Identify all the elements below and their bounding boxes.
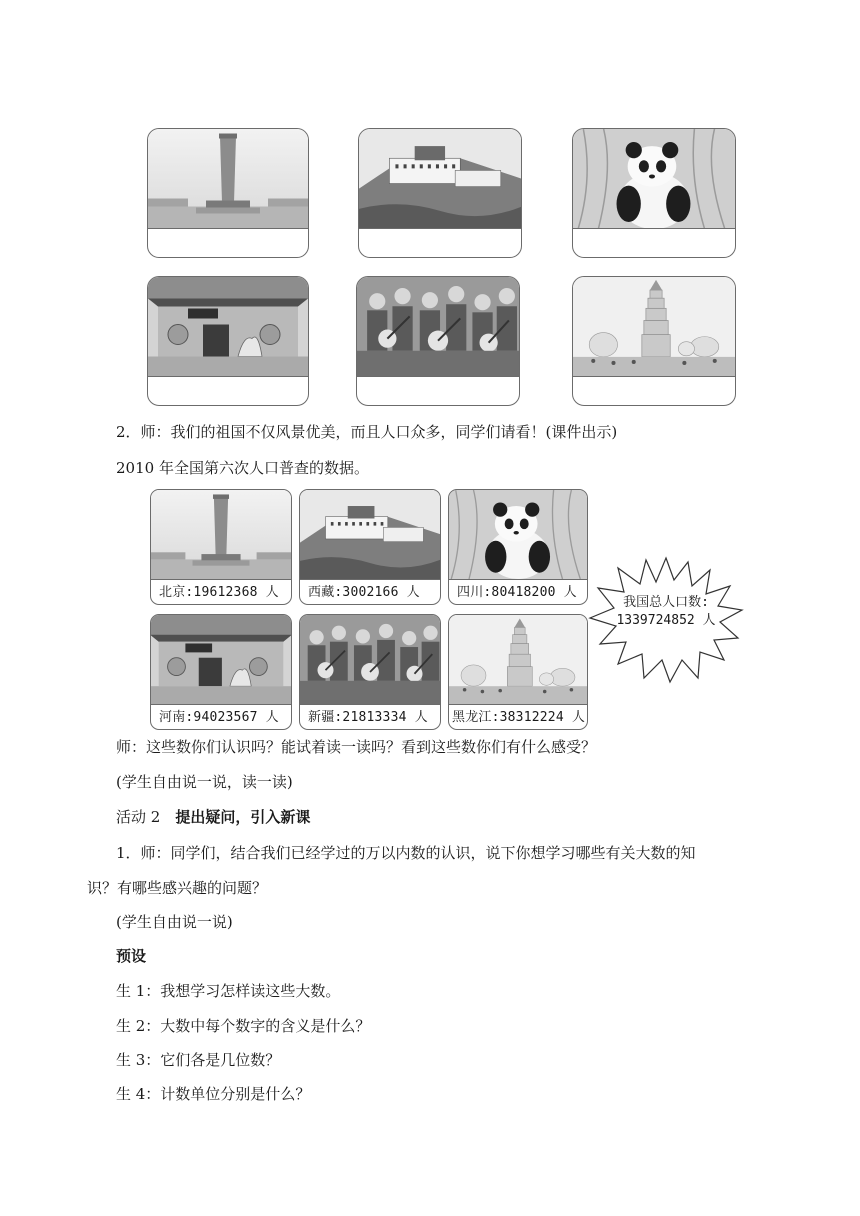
gallery-card	[147, 128, 309, 258]
shaolin-temple-photo-icon	[151, 615, 291, 704]
xinjiang-musicians-photo-icon	[300, 615, 440, 704]
student-say-note: (学生自由说一说)	[116, 913, 233, 931]
teacher-question: 师：这些数你们认识吗？能试着读一读吗？看到这些数你们有什么感受？	[116, 738, 597, 756]
gallery-card	[147, 276, 309, 406]
gallery-card	[572, 276, 736, 406]
gallery-card	[358, 128, 522, 258]
student-1-line: 生 1：我想学习怎样读这些大数。	[116, 982, 341, 1000]
panda-photo-icon	[449, 490, 587, 579]
gallery-card	[572, 128, 736, 258]
shaolin-temple-photo-icon	[148, 277, 308, 376]
question-1-line2: 识？有哪些感兴趣的问题？	[87, 879, 268, 897]
activity-2-heading	[116, 806, 310, 828]
census-card	[150, 489, 292, 605]
student-read-note: (学生自由说一说，读一读)	[116, 773, 293, 791]
gallery-card	[356, 276, 520, 406]
total-population-line2: 1339724852 人	[616, 613, 716, 628]
potala-palace-photo-icon	[300, 490, 440, 579]
student-2-line: 生 2：大数中每个数字的含义是什么？	[116, 1017, 371, 1035]
census-card	[448, 489, 588, 605]
question-1-line1: 1．师：同学们，结合我们已经学过的万以内数的认识，说下你想学习哪些有关大数的知	[116, 844, 696, 862]
census-card	[299, 489, 441, 605]
student-3-line: 生 3：它们各是几位数？	[116, 1051, 281, 1069]
preset-heading: 预设	[116, 947, 147, 965]
total-population-line1: 我国总人口数:	[623, 595, 709, 610]
census-label: 西藏:3002166 人	[308, 585, 420, 600]
student-4-line: 生 4：计数单位分别是什么？	[116, 1085, 311, 1103]
activity-2-label: 活动 2	[116, 808, 176, 826]
ice-pagoda-photo-icon	[449, 615, 587, 704]
activity-2-title: 提出疑问，引入新课	[175, 808, 311, 826]
census-label: 黑龙江:38312224 人	[452, 710, 586, 725]
ice-pagoda-photo-icon	[573, 277, 735, 376]
census-card	[448, 614, 588, 730]
census-card	[150, 614, 292, 730]
monument-photo-icon	[148, 129, 308, 228]
panda-photo-icon	[573, 129, 735, 228]
census-label: 北京:19612368 人	[159, 585, 279, 600]
activity-2-text	[116, 808, 310, 826]
monument-photo-icon	[151, 490, 291, 579]
census-caption: 2010 年全国第六次人口普查的数据。	[116, 459, 369, 477]
xinjiang-musicians-photo-icon	[357, 277, 519, 376]
paragraph-2: 2．师：我们的祖国不仅风景优美，而且人口众多，同学们请看！(课件出示)	[116, 423, 618, 441]
potala-palace-photo-icon	[359, 129, 521, 228]
census-label: 河南:94023567 人	[159, 710, 279, 725]
census-label: 四川:80418200 人	[457, 585, 577, 600]
census-label: 新疆:21813334 人	[308, 710, 428, 725]
census-card	[299, 614, 441, 730]
